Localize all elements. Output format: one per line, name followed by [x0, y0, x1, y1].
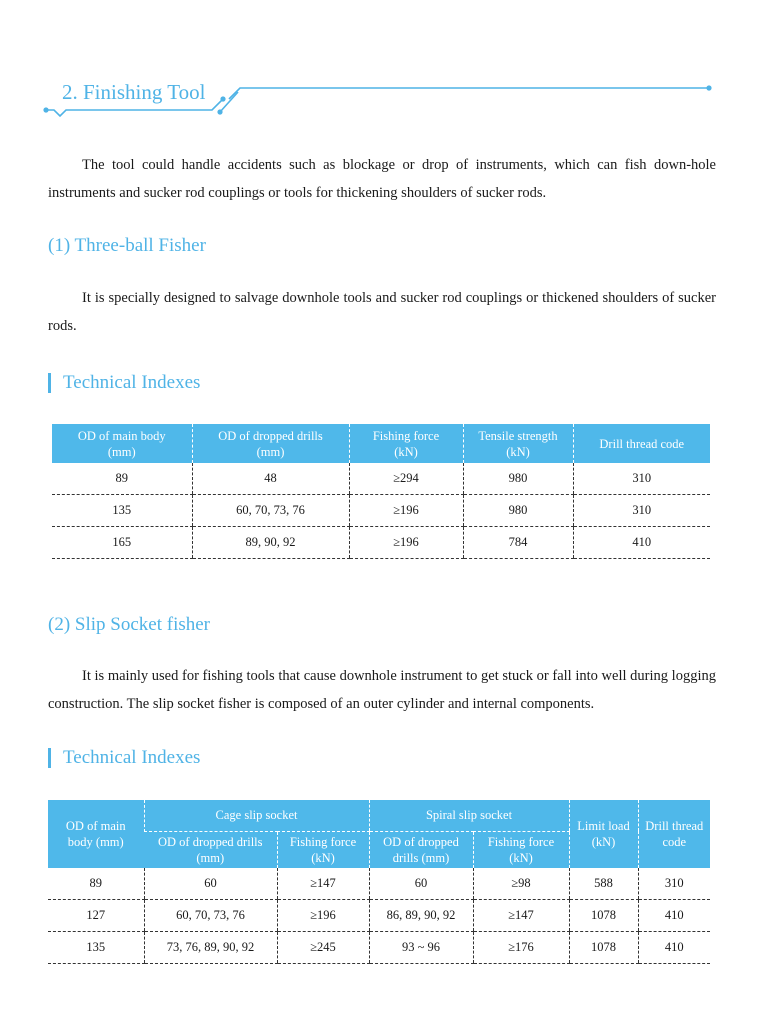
table-cell: 60, 70, 73, 76	[192, 495, 349, 527]
col-spiral-od-dropped-drills: OD of dropped drills (mm)	[369, 831, 473, 868]
table-row	[48, 900, 710, 932]
col-drill-thread-code: Drill thread code	[638, 800, 710, 868]
table-cell: ≥196	[277, 900, 369, 932]
col-drill-thread-code: Drill thread code	[573, 424, 710, 463]
col-od-dropped-drills: OD of dropped drills (mm)	[192, 424, 349, 463]
intro-paragraph: The tool could handle accidents such as blockage or drop of instruments, which can fish down-hole instruments and sucker rod couplings or tools for thickening shoulders of sucker rods.	[48, 157, 716, 201]
col-tensile-strength: Tensile strength (kN)	[463, 424, 573, 463]
table-cell: 127	[48, 900, 144, 932]
table-cell: ≥196	[349, 527, 463, 559]
three-ball-description: It is specially designed to salvage downhole tools and sucker rod couplings or thickened shoulders of sucker rods.	[48, 290, 716, 334]
col-fishing-force: Fishing force (kN)	[349, 424, 463, 463]
table-row	[48, 868, 710, 900]
col-cage-od-dropped-drills: OD of dropped drills (mm)	[144, 831, 277, 868]
three-ball-table	[52, 424, 710, 559]
table-row	[52, 463, 710, 495]
col-group-cage-slip-socket: Cage slip socket	[144, 800, 369, 831]
table-cell: ≥147	[473, 900, 569, 932]
table-cell: 89	[48, 868, 144, 900]
table-cell: 310	[573, 463, 710, 495]
table-cell: 1078	[569, 932, 638, 964]
table-cell: 410	[638, 932, 710, 964]
slip-socket-description: It is mainly used for fishing tools that cause downhole instrument to get stuck or fall into well during logging construction. The slip socket fisher is composed of an outer cylinder and internal components.	[48, 668, 716, 712]
col-od-main-body: OD of main body (mm)	[48, 800, 144, 868]
slip-socket-title: (2) Slip Socket fisher	[48, 614, 211, 635]
table-cell: ≥245	[277, 932, 369, 964]
table-cell: 93 ~ 96	[369, 932, 473, 964]
table-header-row	[52, 424, 710, 463]
table-cell: ≥98	[473, 868, 569, 900]
table-cell: ≥176	[473, 932, 569, 964]
table-row	[52, 527, 710, 559]
table-cell: 60, 70, 73, 76	[144, 900, 277, 932]
table-cell: 1078	[569, 900, 638, 932]
table-cell: 86, 89, 90, 92	[369, 900, 473, 932]
table-cell: ≥196	[349, 495, 463, 527]
table-cell: 135	[52, 495, 192, 527]
table-cell: ≥147	[277, 868, 369, 900]
col-od-main-body: OD of main body (mm)	[52, 424, 192, 463]
table-row	[52, 495, 710, 527]
table-cell: 89, 90, 92	[192, 527, 349, 559]
table-cell: 784	[463, 527, 573, 559]
table-cell: 89	[52, 463, 192, 495]
col-group-spiral-slip-socket: Spiral slip socket	[369, 800, 569, 831]
col-limit-load: Limit load (kN)	[569, 800, 638, 868]
col-spiral-fishing-force: Fishing force (kN)	[473, 831, 569, 868]
three-ball-title: (1) Three-ball Fisher	[48, 235, 206, 256]
col-cage-fishing-force: Fishing force (kN)	[277, 831, 369, 868]
table-cell: 310	[638, 868, 710, 900]
table-cell: 410	[573, 527, 710, 559]
table-header-row	[48, 800, 710, 831]
table-cell: 165	[52, 527, 192, 559]
tech-indexes-title-2: Technical Indexes	[48, 748, 200, 768]
table-cell: 410	[638, 900, 710, 932]
table-cell: 60	[144, 868, 277, 900]
table-cell: 73, 76, 89, 90, 92	[144, 932, 277, 964]
table-cell: 980	[463, 495, 573, 527]
table-row	[48, 932, 710, 964]
table-cell: 48	[192, 463, 349, 495]
section-title: 2. Finishing Tool	[62, 80, 206, 104]
table-cell: 980	[463, 463, 573, 495]
slip-socket-table	[48, 800, 710, 964]
table-cell: 60	[369, 868, 473, 900]
table-cell: 135	[48, 932, 144, 964]
table-cell: ≥294	[349, 463, 463, 495]
table-cell: 588	[569, 868, 638, 900]
table-cell: 310	[573, 495, 710, 527]
tech-indexes-title-1: Technical Indexes	[48, 373, 200, 393]
